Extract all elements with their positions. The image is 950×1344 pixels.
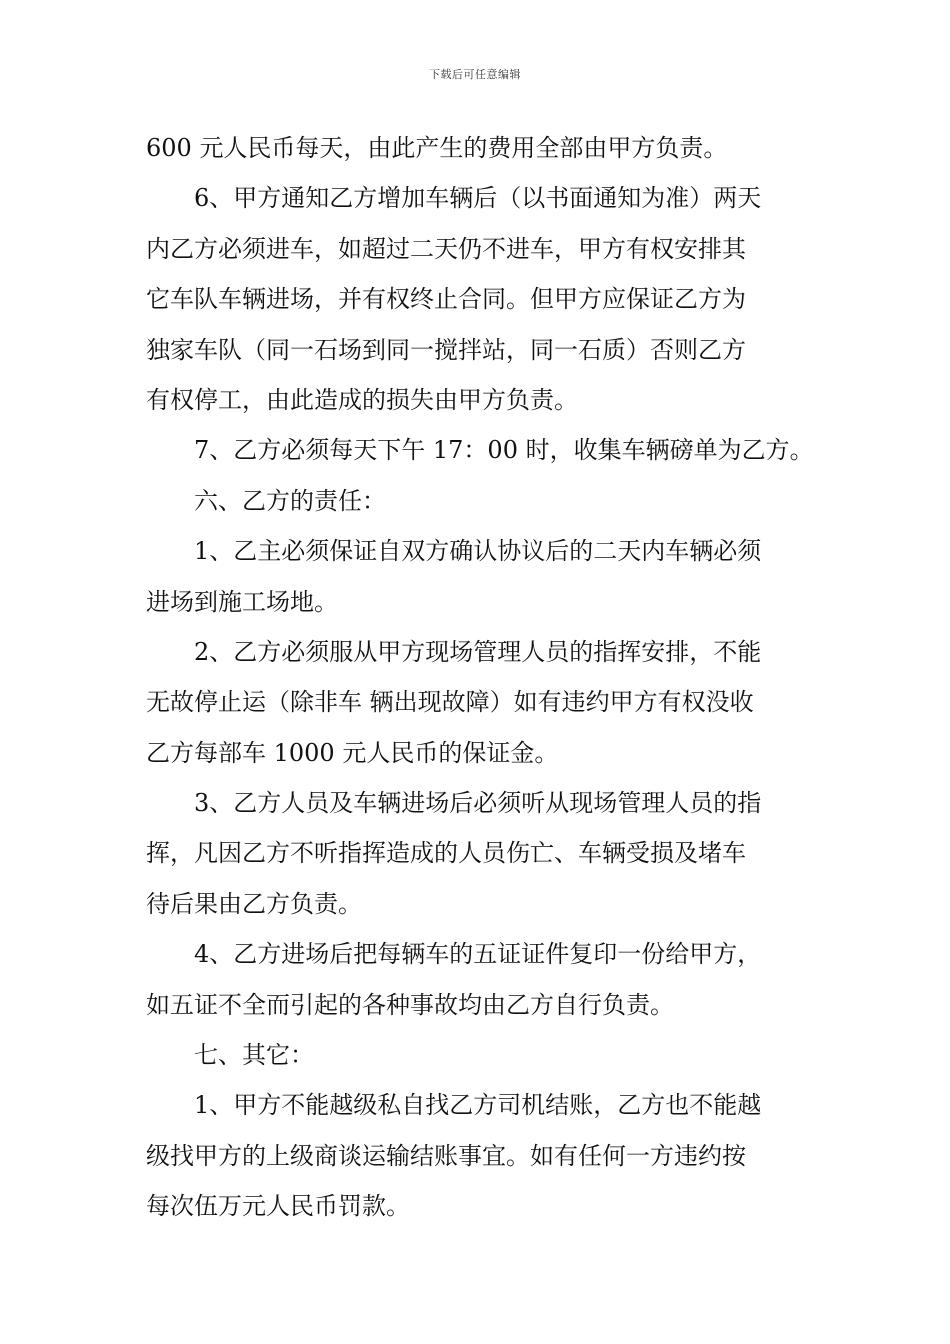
text-line: 每次伍万元人民币罚款。 xyxy=(146,1192,410,1221)
text-line: 有权停工，由此造成的损失由甲方负责。 xyxy=(146,385,578,414)
text-line: 挥，凡因乙方不听指挥造成的人员伤亡、车辆受损及堵车 xyxy=(146,839,746,868)
text-line: 2、乙方必须服从甲方现场管理人员的指挥安排，不能 xyxy=(194,637,762,666)
page-header: 下载后可任意编辑 xyxy=(429,68,521,81)
text-line: 7、乙方必须每天下午 17：00 时，收集车辆磅单为乙方。 xyxy=(194,436,814,465)
document-body xyxy=(146,128,836,1237)
text-line: 无故停止运（除非车 辆出现故障）如有违约甲方有权没收 xyxy=(146,688,754,717)
text-line: 3、乙方人员及车辆进场后必须听从现场管理人员的指 xyxy=(194,789,762,818)
text-line: 它车队车辆进场，并有权终止合同。但甲方应保证乙方为 xyxy=(146,285,746,314)
text-line: 600 元人民币每天，由此产生的费用全部由甲方负责。 xyxy=(146,134,728,162)
text-line: 1、乙主必须保证自双方确认协议后的二天内车辆必须 xyxy=(194,537,762,566)
text-line: 乙方每部车 1000 元人民币的保证金。 xyxy=(146,738,559,767)
text-line: 待后果由乙方负责。 xyxy=(146,889,362,918)
text-line: 七、其它： xyxy=(194,1041,314,1070)
text-line: 进场到施工场地。 xyxy=(146,587,338,616)
text-line: 内乙方必须进车，如超过二天仍不进车，甲方有权安排其 xyxy=(146,234,746,263)
text-line: 1、甲方不能越级私自找乙方司机结账，乙方也不能越 xyxy=(194,1091,762,1120)
text-line: 4、乙方进场后把每辆车的五证证件复印一份给甲方， xyxy=(194,940,762,969)
text-line: 独家车队（同一石场到同一搅拌站，同一石质）否则乙方 xyxy=(146,335,746,364)
text-line: 6、甲方通知乙方增加车辆后（以书面通知为准）两天 xyxy=(194,184,762,213)
text-line: 如五证不全而引起的各种事故均由乙方自行负责。 xyxy=(146,990,674,1019)
text-line: 级找甲方的上级商谈运输结账事宜。如有任何一方违约按 xyxy=(146,1141,746,1170)
text-line: 六、乙方的责任： xyxy=(194,486,386,515)
